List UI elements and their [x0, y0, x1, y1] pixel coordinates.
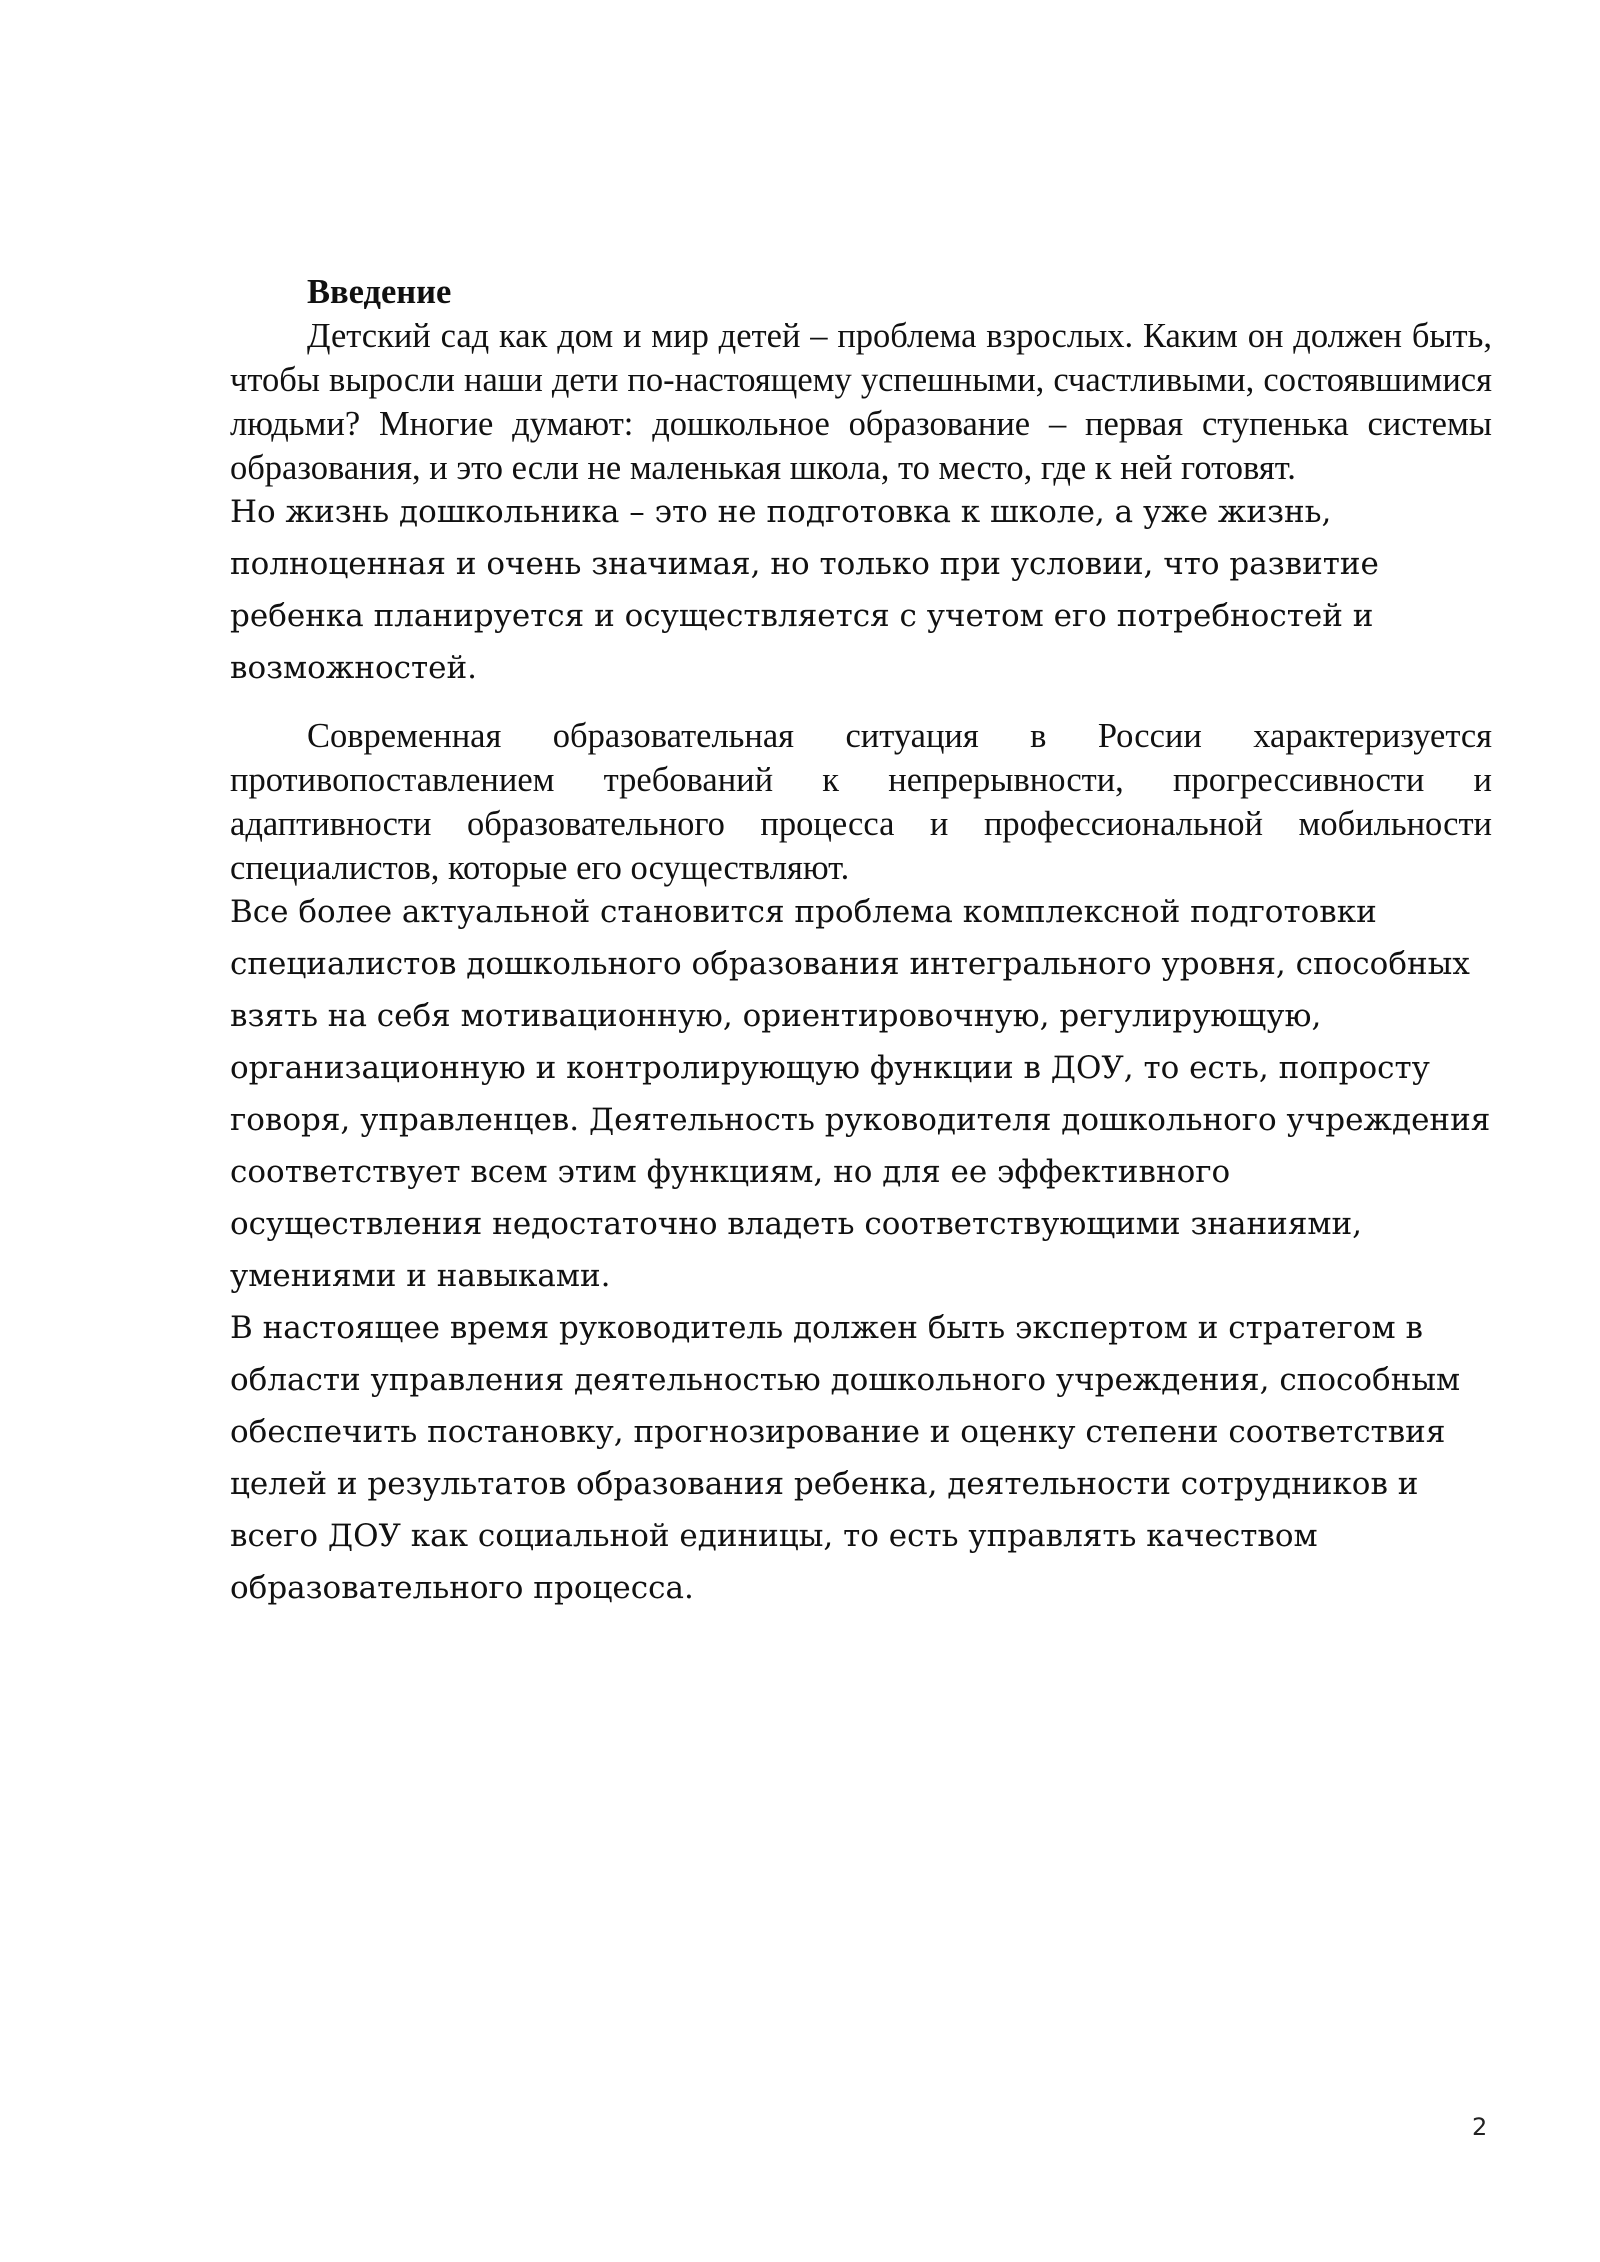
page-content — [230, 270, 1492, 1614]
preschool-life-paragraph: Но жизнь дошкольника – это не подготовка к школе, а уже жизнь, полноценная и очень значимая, но только при условии, что развитие ребенка планируется и осуществляется с учетом его потребностей и возможностей. — [230, 494, 1379, 686]
page-number: 2 — [1472, 2113, 1488, 2141]
section-heading: Введение — [307, 273, 452, 311]
modern-situation-paragraph: Современная образовательная ситуация в России характеризуется противопоставлением требований к непрерывности, прогрессивности и адаптивности образовательного процесса и профессиональной мобильности специалистов, которые его осуществляют. — [230, 717, 1492, 887]
intro-paragraph: Детский сад как дом и мир детей – проблема взрослых. Каким он должен быть, чтобы выросли наши дети по-настоящему успешными, счастливыми, состоявшимися людьми? Многие думают: дошкольное образование – первая ступенька системы образования, и это если не маленькая школа, то место, где к ней готовят. — [230, 317, 1492, 487]
management-paragraph: Все более актуальной становится проблема комплексной подготовки специалистов дошкольного образования интегрального уровня, способных взять на себя мотивационную, ориентировочную, регулирующую, организационную и контролирующую функции в ДОУ, то есть, попросту говоря, управленцев. Деятельность руководителя дошкольного учреждения соответствует всем этим функциям, но для ее эффективного осуществления недостаточно владеть соответствующими знаниями, умениями и навыками. — [230, 894, 1491, 1294]
leader-paragraph: В настоящее время руководитель должен быть экспертом и стратегом в области управления деятельностью дошкольного учреждения, способным обеспечить постановку, прогнозирование и оценку степени соответствия целей и результатов образования ребенка, деятельности сотрудников и всего ДОУ как социальной единицы, то есть управлять качеством образовательного процесса. — [230, 1310, 1461, 1606]
